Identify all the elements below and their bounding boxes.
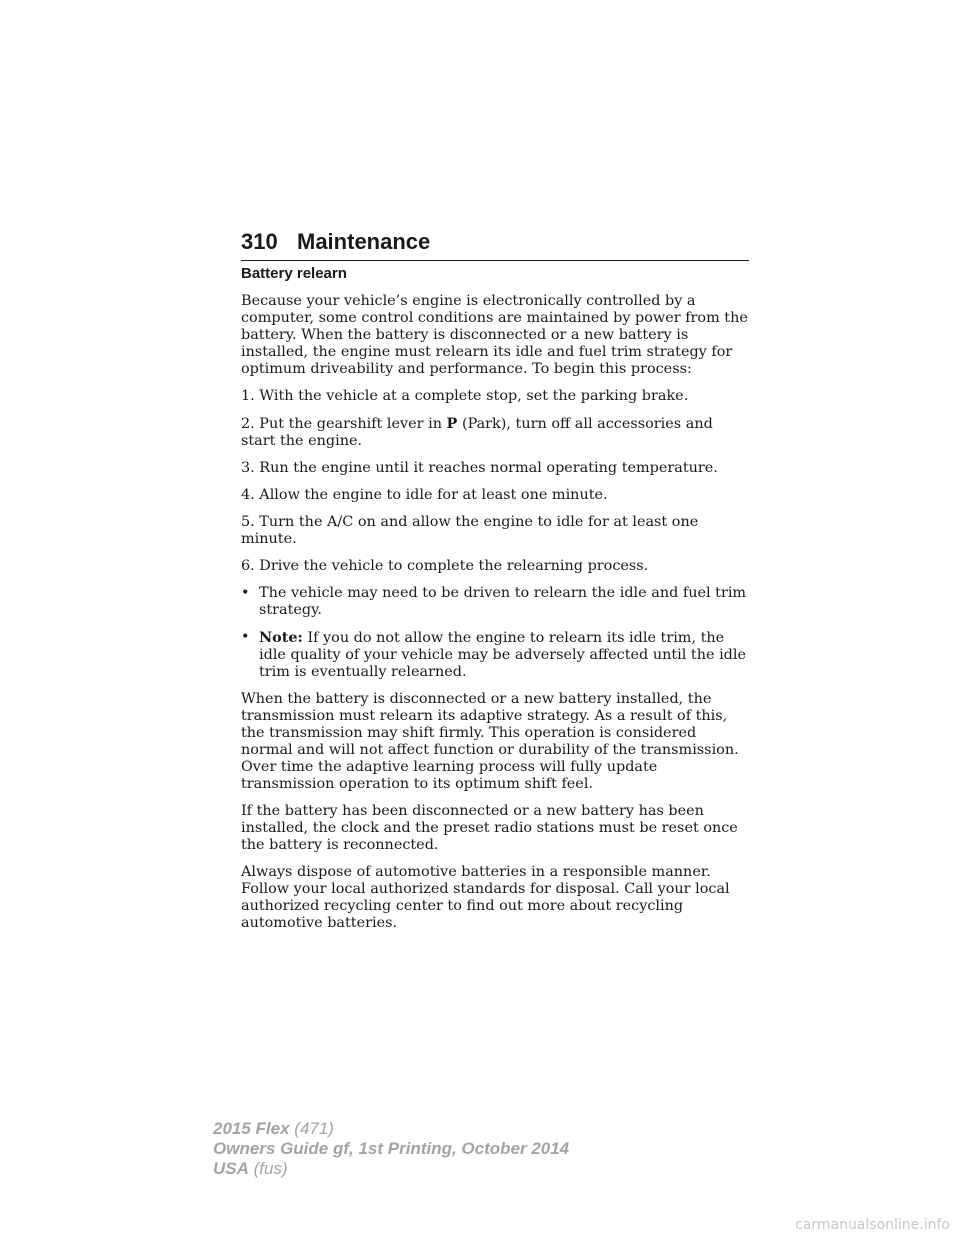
footer-line-3 [213, 1159, 569, 1179]
bullet-item-note [241, 629, 751, 681]
bullet-icon: • [241, 585, 250, 601]
step-3: 3. Run the engine until it reaches normal operating temperature. [241, 460, 718, 476]
park-letter: P [446, 415, 458, 432]
disposal-paragraph: Always dispose of automotive batteries in a responsible manner. Follow your local authorized standards for disposal. Call your local authorized recycling center to find out more about recycling automotive batteries. [241, 864, 730, 931]
footer-line-2: Owners Guide gf, 1st Printing, October 2014 [213, 1139, 570, 1158]
model-name: 2015 Flex [213, 1119, 290, 1138]
page-header [241, 228, 749, 261]
note-text: If you do not allow the engine to relearn its idle trim, the idle quality of your vehicle may be adversely affected until the idle trim is eventually relearned. [259, 630, 747, 680]
bullet-item [241, 585, 751, 619]
section-heading: Battery relearn [241, 265, 347, 282]
print-footer [213, 1119, 569, 1179]
bullet-icon: • [241, 629, 250, 645]
step-2-pre: 2. Put the gearshift lever in [241, 416, 447, 432]
market-code: (fus) [248, 1159, 288, 1178]
step-2 [241, 415, 751, 450]
transmission-paragraph: When the battery is disconnected or a new battery installed, the transmission must relearn its adaptive strategy. As a result of this, the transmission may shift firmly. This operation is considered normal and will not affect function or durability of the transmission. Over time the adaptive learning process will fully update transmission operation to its optimum shift feel. [241, 691, 739, 792]
model-code: (471) [289, 1119, 334, 1138]
page-content [241, 265, 751, 942]
step-4: 4. Allow the engine to idle for at least one minute. [241, 487, 608, 503]
page-number: 310 [241, 229, 278, 254]
watermark: carmanualsonline.info [795, 1217, 950, 1233]
intro-paragraph: Because your vehicle’s engine is electronically controlled by a computer, some control conditions are maintained by power from the battery. When the battery is disconnected or a new battery is installed, the engine must relearn its idle and fuel trim strategy for optimum driveability and performance. To begin this process: [241, 293, 748, 377]
section-title: Maintenance [297, 229, 431, 254]
step-5: 5. Turn the A/C on and allow the engine to idle for at least one minute. [241, 514, 699, 547]
note-label: Note: [259, 629, 303, 646]
step-1: 1. With the vehicle at a complete stop, set the parking brake. [241, 388, 689, 404]
step-2-post: (Park), turn off all accessories and start the engine. [241, 416, 713, 449]
clock-paragraph: If the battery has been disconnected or a new battery has been installed, the clock and the preset radio stations must be reset once the battery is reconnected. [241, 803, 738, 853]
step-6: 6. Drive the vehicle to complete the relearning process. [241, 558, 649, 574]
bullet-1-text: The vehicle may need to be driven to relearn the idle and fuel trim strategy. [259, 585, 747, 618]
market-name: USA [213, 1159, 249, 1178]
footer-line-1 [213, 1119, 569, 1139]
